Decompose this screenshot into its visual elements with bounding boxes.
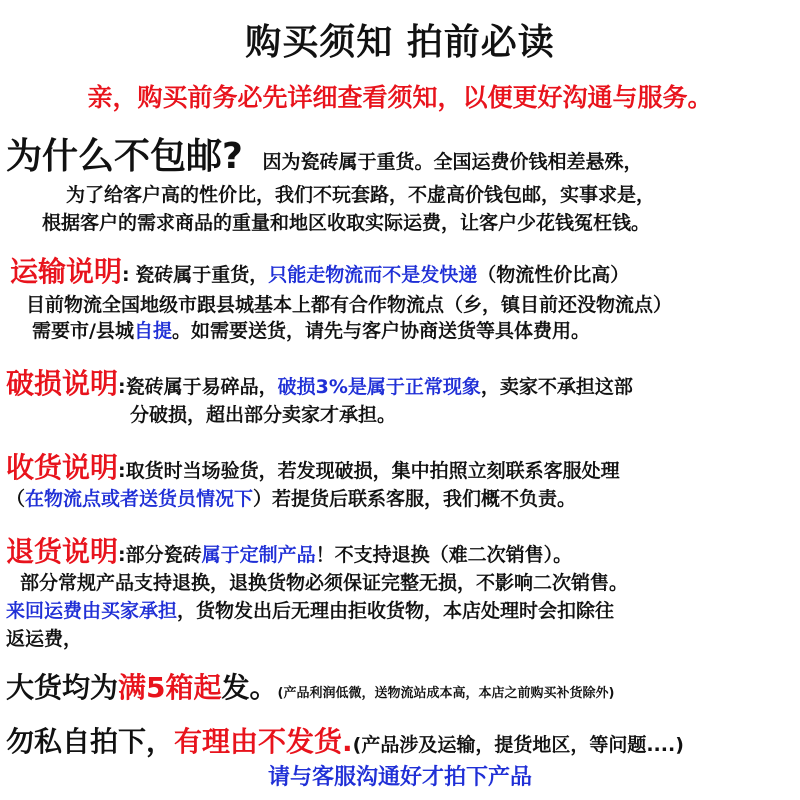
why-text-2: 为了给客户高的性价比，我们不玩套路，不虚高价钱包邮，实事求是， (66, 184, 656, 206)
returns-text-1c: ！不支持退换（难二次销售）。 (315, 544, 573, 566)
transport-text-3b: 自提 (133, 320, 172, 342)
bulk-text-c: 发。 (221, 671, 278, 704)
transport-text-1b: 只能走物流而不是发快递 (268, 264, 478, 286)
receive-text-2b: 在物流点或者送货员情况下 (25, 488, 254, 510)
returns-text-1a: :部分瓷砖 (118, 544, 202, 566)
damage-line1 (6, 362, 633, 402)
dontbuy-line1 (6, 720, 684, 760)
why-text-1: 因为瓷砖属于重货。全国运费价钱相差悬殊， (262, 151, 643, 173)
damage-text-1c: ，卖家不承担这部 (480, 376, 633, 398)
transport-text-3c: 。如需要送货，请先与客户协商送货等具体费用。 (171, 320, 590, 342)
transport-line3 (32, 316, 590, 343)
bulk-line (6, 666, 614, 706)
page-subtitle: 亲，购买前务必先详细查看须知，以便更好沟通与服务。 (87, 83, 713, 112)
transport-text-2: 目前物流全国地级市跟县城基本上都有合作物流点（乡，镇目前还没物流点） (26, 294, 673, 316)
returns-text-3b: ，货物发出后无理由拒收货物，本店处理时会扣除往 (177, 600, 615, 622)
receive-heading: 收货说明 (6, 451, 119, 484)
damage-heading: 破损说明 (6, 367, 119, 400)
returns-line1 (6, 530, 572, 570)
transport-text-1a: 瓷砖属于重货， (135, 264, 269, 286)
page-title: 购买须知 拍前必读 (245, 22, 555, 63)
damage-text-2: 分破损，超出部分卖家才承担。 (130, 404, 397, 426)
why-section-line1 (6, 128, 642, 179)
transport-heading: 运输说明 (10, 255, 123, 288)
damage-text-1a: :瓷砖属于易碎品， (118, 376, 278, 398)
why-heading: 为什么不包邮? (6, 136, 243, 177)
transport-text-3a: 需要市/县城 (32, 320, 134, 342)
damage-text-1b: 破损3%是属于正常现象 (277, 376, 481, 398)
why-text-3: 根据客户的需求商品的重量和地区收取实际运费，让客户少花钱冤枉钱。 (42, 212, 651, 234)
bulk-text-a: 大货均为 (6, 671, 119, 704)
transport-colon: : (122, 264, 130, 286)
returns-text-2: 部分常规产品支持退换，退换货物必须保证完整无损，不影响二次销售。 (20, 572, 629, 594)
dontbuy-text-b: 有理由不发货. (174, 725, 353, 758)
receive-text-1: :取货时当场验货，若发现破损，集中拍照立刻联系客服处理 (118, 460, 620, 482)
dontbuy-text-a: 勿私自拍下， (6, 725, 175, 758)
returns-text-3a: 来回运费由买家承担 (6, 600, 178, 622)
receive-line1 (6, 446, 620, 486)
dontbuy-text-2: 请与客服沟通好才拍下产品 (267, 765, 532, 790)
returns-heading: 退货说明 (6, 535, 119, 568)
bulk-note: (产品利润低微，送物流站成本高，本店之前购买补货除外) (277, 686, 615, 701)
transport-text-1c: （物流性价比高） (477, 264, 630, 286)
receive-line2 (6, 484, 576, 511)
receive-text-2a: （ (6, 488, 26, 510)
bulk-text-b: 满5箱起 (118, 671, 222, 704)
receive-text-2c: ）若提货后联系客服，我们概不负责。 (253, 488, 577, 510)
returns-line3 (6, 596, 614, 623)
transport-line1 (10, 250, 629, 290)
returns-text-4: 返运费， (6, 628, 83, 650)
dontbuy-text-c: (产品涉及运输，提货地区，等问题....) (352, 734, 684, 756)
returns-text-1b: 属于定制产品 (201, 544, 316, 566)
